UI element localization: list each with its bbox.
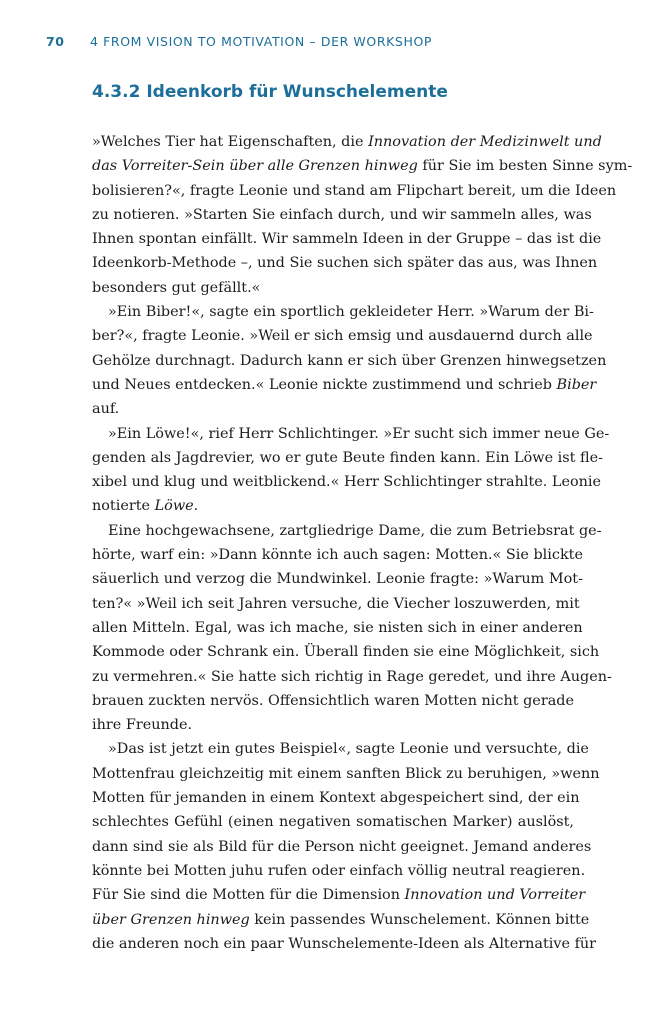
text-line xyxy=(92,130,602,154)
text-run: könnte bei Motten juhu rufen oder einfach völlig neutral reagieren. xyxy=(92,862,586,879)
italic-text: über Grenzen hinweg xyxy=(92,911,250,928)
text-run: Ideenkorb-Methode –, und Sie suchen sich später das aus, was Ihnen xyxy=(92,255,598,272)
text-run: für Sie im besten Sinne sym- xyxy=(417,158,633,175)
text-line xyxy=(92,689,574,713)
text-line xyxy=(92,276,574,300)
text-line xyxy=(92,908,590,932)
text-line xyxy=(92,543,583,567)
text-run: ihre Freunde. xyxy=(92,717,193,734)
text-run: Ihnen spontan einfällt. Wir sammeln Ideen in der Gruppe – das ist die xyxy=(92,231,602,248)
text-run: schlechtes Gefühl (einen negativen somatischen Marker) auslöst, xyxy=(92,814,574,831)
text-line xyxy=(92,810,574,834)
italic-text: das Vorreiter-Sein über alle Grenzen hinweg xyxy=(92,158,418,175)
text-run: hörte, warf ein: »Dann könnte ich auch sagen: Motten.« Sie blickte xyxy=(92,547,583,564)
text-line xyxy=(92,422,610,446)
text-run: Motten für jemanden in einem Kontext abgespeichert sind, der ein xyxy=(92,790,580,807)
text-run: Für Sie sind die Motten für die Dimension xyxy=(92,887,405,904)
text-run: brauen zuckten nervös. Offensichtlich waren Motten nicht gerade xyxy=(92,692,575,709)
text-line xyxy=(92,859,586,883)
text-run: dann sind sie als Bild für die Person nicht geeignet. Jemand anderes xyxy=(92,838,592,855)
text-line xyxy=(92,154,633,178)
text-run: notierte xyxy=(92,498,155,515)
text-line xyxy=(92,713,574,737)
text-line xyxy=(92,835,592,859)
text-line xyxy=(92,324,593,348)
text-run: »Welches Tier hat Eigenschaften, die xyxy=(92,134,369,150)
text-run: und Neues entdecken.« Leonie nickte zustimmend und schrieb xyxy=(92,376,557,393)
running-head xyxy=(46,34,610,54)
text-line xyxy=(92,349,607,373)
text-line xyxy=(92,932,597,956)
text-line xyxy=(92,470,602,494)
text-line xyxy=(92,227,602,251)
text-run: Kommode oder Schrank ein. Überall finden sie eine Möglichkeit, sich xyxy=(92,644,600,661)
text-line xyxy=(92,762,600,786)
text-run: ber?«, fragte Leonie. »Weil er sich emsig und ausdauernd durch alle xyxy=(92,328,593,345)
text-line xyxy=(92,397,574,421)
text-run: »Ein Löwe!«, rief Herr Schlichtinger. »Er sucht sich immer neue Ge- xyxy=(108,425,610,442)
text-run: Mottenfrau gleichzeitig mit einem sanften Blick zu beruhigen, »wenn xyxy=(92,765,600,782)
text-line xyxy=(92,203,592,227)
text-line xyxy=(92,616,583,640)
text-line xyxy=(92,737,589,761)
text-line xyxy=(92,519,602,543)
text-run: zu notieren. »Starten Sie einfach durch, und wir sammeln alles, was xyxy=(92,206,592,223)
text-run: besonders gut gefällt.« xyxy=(92,279,261,296)
text-line xyxy=(92,665,612,689)
text-run: ten?« »Weil ich seit Jahren versuche, die Viecher loszuwerden, mit xyxy=(92,595,580,612)
text-run: auf. xyxy=(92,401,120,418)
body-text xyxy=(92,130,633,956)
text-line xyxy=(92,251,598,275)
text-line xyxy=(92,786,580,810)
text-line xyxy=(92,883,586,907)
text-line xyxy=(92,373,597,397)
text-run: bolisieren?«, fragte Leonie und stand am Flipchart bereit, um die Ideen xyxy=(92,182,617,199)
page-number: 70 xyxy=(46,34,65,49)
text-run: xibel und klug und weitblickend.« Herr Schlichtinger strahlte. Leonie xyxy=(92,474,602,491)
text-run: kein passendes Wunschelement. Können bitte xyxy=(249,911,590,928)
text-run: allen Mitteln. Egal, was ich mache, sie nisten sich in einer anderen xyxy=(92,619,583,636)
text-run: »Ein Biber!«, sagte ein sportlich gekleideter Herr. »Warum der Bi- xyxy=(108,304,594,321)
italic-text: Biber xyxy=(556,376,597,393)
text-run: genden als Jagdrevier, wo er gute Beute finden kann. Ein Löwe ist fle- xyxy=(92,449,604,466)
text-line xyxy=(92,179,617,203)
text-line xyxy=(92,567,583,591)
text-run: Eine hochgewachsene, zartgliedrige Dame, die zum Betriebsrat ge- xyxy=(108,522,602,539)
text-line xyxy=(92,494,574,518)
text-run: die anderen noch ein paar Wunschelemente-Ideen als Alternative für xyxy=(92,935,597,952)
italic-text: Innovation der Medizinwelt und xyxy=(368,134,602,150)
text-run: . xyxy=(193,498,199,515)
text-run: »Das ist jetzt ein gutes Beispiel«, sagte Leonie und versuchte, die xyxy=(108,741,589,758)
text-run: zu vermehren.« Sie hatte sich richtig in Rage geredet, und ihre Augen- xyxy=(92,668,612,685)
section-heading: 4.3.2 Ideenkorb für Wunschelemente xyxy=(92,82,448,102)
chapter-title: 4 FROM VISION TO MOTIVATION – DER WORKSHOP xyxy=(90,34,433,49)
text-line xyxy=(92,640,600,664)
text-line xyxy=(92,300,594,324)
text-line xyxy=(92,446,604,470)
text-line xyxy=(92,592,580,616)
text-run: säuerlich und verzog die Mundwinkel. Leonie fragte: »Warum Mot- xyxy=(92,571,583,588)
italic-text: Löwe xyxy=(154,498,194,515)
text-run: Gehölze durchnagt. Dadurch kann er sich über Grenzen hinwegsetzen xyxy=(92,352,607,369)
italic-text: Innovation und Vorreiter xyxy=(404,887,586,904)
